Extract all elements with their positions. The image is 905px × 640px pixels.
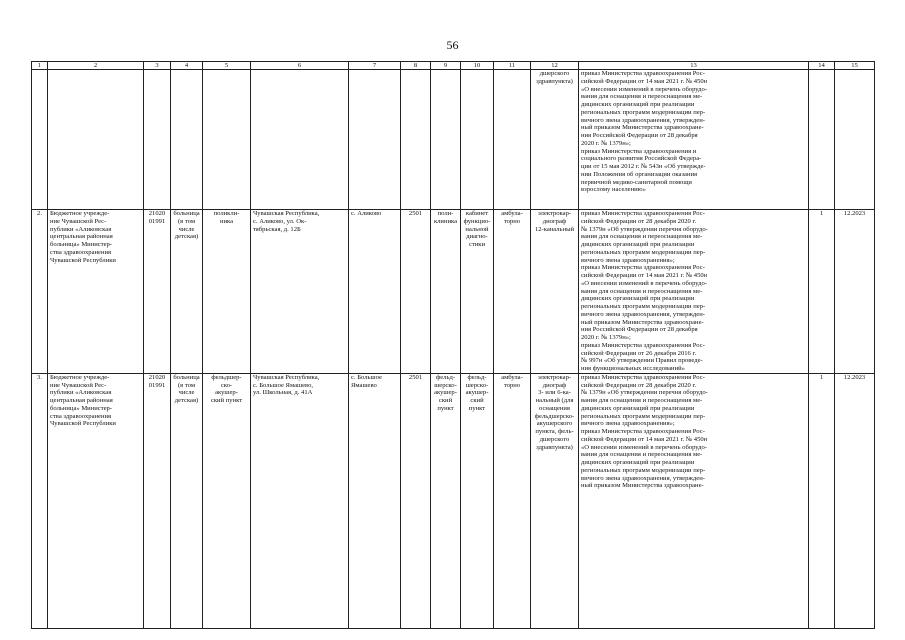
cell-line: региональных программ модернизации пер- xyxy=(581,108,706,116)
cell-line: 2020 г. № 1379н»; xyxy=(581,334,631,341)
oktmo-cell xyxy=(401,70,431,210)
settlement-cell xyxy=(349,210,401,374)
code-cell xyxy=(144,373,171,628)
row-number-cell: 2. xyxy=(32,210,48,374)
column-number-row xyxy=(32,62,875,70)
cell-line: ский пункт xyxy=(210,397,243,404)
cell-line: приказ Министерства здравоохранения Рос- xyxy=(581,264,705,272)
cell-line: сийской Федерации от 26 декабря 2016 г. xyxy=(581,349,697,357)
cell-line: фельд- xyxy=(435,373,456,381)
cell-line: ный приказом Министерства здравоохране- xyxy=(581,124,704,132)
organization-cell xyxy=(48,70,144,210)
code-cell xyxy=(144,210,171,374)
cell-line: приказ Министерства здравоохранения Рос- xyxy=(581,210,705,217)
cell-line: социального развития Российской Федера- xyxy=(581,155,702,163)
facility-type-cell xyxy=(171,373,203,628)
cell-line: ский xyxy=(470,397,484,404)
cell-line: торно xyxy=(503,381,521,389)
department-cell xyxy=(431,70,461,210)
address-cell xyxy=(251,373,349,628)
care-condition-cell xyxy=(494,210,531,374)
cell-line: приказ Министерства здравоохранения Рос- xyxy=(581,341,705,349)
cell-line: пункта, фель- xyxy=(535,428,574,435)
quantity-cell: 1 xyxy=(809,373,835,628)
oktmo-cell: 2501 xyxy=(401,373,431,628)
cell-line: нальной xyxy=(465,225,489,233)
cell-line: региональных программ модернизации пер- xyxy=(581,466,706,474)
cell-line: фельдшер- xyxy=(211,373,242,381)
cell-line: больница xyxy=(173,210,200,217)
cell-line: вания для оснащения и переоснащения ме- xyxy=(581,93,703,101)
column-number: 7 xyxy=(349,62,401,70)
column-number: 2 xyxy=(48,62,144,70)
cell-line: приказ Министерства здравоохранения Рос- xyxy=(581,428,705,435)
cell-line: больница» Министер- xyxy=(50,404,112,412)
room-cell xyxy=(461,70,494,210)
equipment-cell xyxy=(531,210,579,374)
cell-line: «О внесении изменений в перечень оборудо- xyxy=(581,443,708,451)
cell-line: вичного звена здравоохранения, утвержден- xyxy=(581,474,705,482)
cell-line: 21020 xyxy=(148,210,166,217)
cell-line: дицинских организаций при реализации xyxy=(581,404,695,412)
organization-cell xyxy=(48,210,144,374)
address-cell xyxy=(251,210,349,374)
cell-line: ции от 15 мая 2012 г. № 543н «Об утвержде- xyxy=(581,163,706,170)
column-number: 9 xyxy=(431,62,461,70)
date-cell xyxy=(835,70,875,210)
cell-line: сийской Федерации от 14 мая 2021 г. № 450н xyxy=(581,435,708,443)
facility-type-cell xyxy=(171,210,203,374)
cell-line: центральная районная xyxy=(50,397,113,404)
quantity-cell xyxy=(809,70,835,210)
equipment-table xyxy=(31,61,875,629)
cell-line: вичного звена здравоохранения, утвержден- xyxy=(581,310,705,318)
cell-line: ние Чувашской Рес- xyxy=(50,381,107,389)
cell-line: № 1379н «Об утверждении перечня оборудо- xyxy=(581,225,708,233)
cell-line: центральная районная xyxy=(50,233,113,241)
cell-line: детская) xyxy=(174,397,199,404)
equipment-cell xyxy=(531,70,579,210)
cell-line: дицинских организаций при реализации xyxy=(581,101,695,108)
cell-line: акушер- xyxy=(434,389,457,397)
cell-line: электрокар- xyxy=(537,210,572,217)
cell-line: № 997н «Об утверждении Правил проведе- xyxy=(581,357,703,365)
legal-basis-cell xyxy=(579,373,809,628)
cell-line: ния Российской Федерации от 28 декабря xyxy=(581,132,698,139)
cell-line: Чувашской Республики xyxy=(50,256,116,264)
cell-line: клиника xyxy=(433,217,458,225)
cell-line: дицинских организаций при реализации xyxy=(581,459,695,466)
cell-line: региональных программ модернизации пер- xyxy=(581,248,706,256)
table-row xyxy=(32,210,875,374)
cell-line: поликли- xyxy=(213,210,240,217)
column-number: 12 xyxy=(531,62,579,70)
cell-line: акушерского xyxy=(536,420,573,428)
cell-line: № 1379н «Об утверждении перечня оборудо- xyxy=(581,389,708,397)
organization-cell xyxy=(48,373,144,628)
cell-line: акушер- xyxy=(465,389,489,397)
care-condition-cell xyxy=(494,373,531,628)
cell-line: ный приказом Министерства здравоохране- xyxy=(581,482,704,490)
column-number: 15 xyxy=(835,62,875,70)
cell-line: диограф xyxy=(542,381,567,389)
address-cell xyxy=(251,70,349,210)
cell-line: функцио- xyxy=(463,217,491,225)
cell-line: ника xyxy=(219,217,234,225)
cell-line: здравпункта) xyxy=(536,77,573,85)
cell-line: нальный (для xyxy=(535,397,574,404)
cell-line: нии Положения об организации оказания xyxy=(581,170,698,178)
cell-line: стики xyxy=(468,241,486,248)
cell-line: сийской Федерации от 28 декабря 2020 г. xyxy=(581,217,697,225)
cell-line: дицинских организаций при реализации xyxy=(581,295,695,303)
cell-line: сийской Федерации от 28 декабря 2020 г. xyxy=(581,381,697,389)
cell-line: амбула- xyxy=(501,373,523,381)
cell-line: «О внесении изменений в перечень оборудо- xyxy=(581,85,708,93)
cell-line: взрослому населению» xyxy=(581,186,646,194)
cell-line: пункт xyxy=(468,404,486,412)
cell-line: диограф xyxy=(542,217,567,225)
cell-line: публики «Аликовская xyxy=(50,225,112,233)
cell-line: вания для оснащения и переоснащения ме- xyxy=(581,451,703,459)
cell-line: Ямашево xyxy=(351,381,377,389)
cell-line: 01991 xyxy=(148,217,166,225)
cell-line: 3- или 6-ка- xyxy=(538,389,571,397)
cell-line: вичного звена здравоохранения, утвержден- xyxy=(581,116,705,124)
cell-line: вичного звена здравоохранения»; xyxy=(581,420,675,428)
cell-line: электрокар- xyxy=(537,373,572,381)
cell-line: Чувашская Республика, xyxy=(253,373,320,381)
column-number: 5 xyxy=(203,62,251,70)
column-number: 1 xyxy=(32,62,48,70)
cell-line: публики «Аликовская xyxy=(50,389,112,397)
cell-line: вания для оснащения и переоснащения ме- xyxy=(581,233,703,241)
cell-line: ства здравоохранения xyxy=(50,248,112,256)
cell-line: сийской Федерации от 14 мая 2021 г. № 450н xyxy=(581,77,708,85)
code-cell xyxy=(144,70,171,210)
room-cell xyxy=(461,210,494,374)
column-number: 4 xyxy=(171,62,203,70)
division-cell xyxy=(203,373,251,628)
cell-line: приказ Министерства здравоохранения Рос- xyxy=(581,70,705,77)
cell-line: торно xyxy=(503,217,521,225)
department-cell xyxy=(431,210,461,374)
cell-line: кабинет xyxy=(465,210,489,217)
page-number: 56 xyxy=(446,38,459,52)
cell-line: дшерского xyxy=(539,70,570,77)
cell-line: Бюджетное учрежде- xyxy=(50,210,110,217)
cell-line: 2020 г. № 1379н»; xyxy=(581,139,631,147)
equipment-cell xyxy=(531,373,579,628)
cell-line: детская) xyxy=(174,233,199,241)
cell-line: 12-канальный xyxy=(534,225,575,233)
settlement-cell xyxy=(349,373,401,628)
column-number: 11 xyxy=(494,62,531,70)
division-cell xyxy=(203,70,251,210)
cell-line: амбула- xyxy=(501,210,523,217)
settlement-cell xyxy=(349,70,401,210)
cell-line: ный приказом Министерства здравоохране- xyxy=(581,318,704,326)
cell-line: тябрьская, д. 12Б xyxy=(253,225,301,233)
facility-type-cell xyxy=(171,70,203,210)
quantity-cell: 1 xyxy=(809,210,835,374)
cell-line: «О внесении изменений в перечень оборудо- xyxy=(581,279,708,287)
cell-line: дшерского xyxy=(539,435,570,443)
cell-line: первичной медико-санитарной помощи xyxy=(581,178,692,186)
cell-line: ние Чувашской Рес- xyxy=(50,217,107,225)
cell-line: ства здравоохранения xyxy=(50,412,112,420)
legal-basis-cell xyxy=(579,210,809,374)
cell-line: больница» Министер- xyxy=(50,241,112,248)
cell-line: сийской Федерации от 14 мая 2021 г. № 450н xyxy=(581,272,708,279)
cell-line: с. Аликово, ул. Ок- xyxy=(253,217,307,225)
cell-line: Чувашской Республики xyxy=(50,420,116,428)
cell-line: Бюджетное учрежде- xyxy=(50,373,110,381)
row-number-cell xyxy=(32,70,48,210)
column-number: 3 xyxy=(144,62,171,70)
cell-line: ский xyxy=(438,397,453,404)
column-number: 8 xyxy=(401,62,431,70)
cell-line: приказ Министерства здравоохранения Рос- xyxy=(581,373,705,381)
room-cell xyxy=(461,373,494,628)
cell-line: региональных программ модернизации пер- xyxy=(581,412,706,420)
cell-line: с. Большое xyxy=(351,373,382,381)
cell-line: с. Большое Ямашево, xyxy=(253,381,314,389)
cell-line: фельд- xyxy=(467,373,487,381)
cell-line: акушер- xyxy=(215,389,238,397)
cell-line: фельдшерско- xyxy=(534,412,575,420)
cell-line: диагно- xyxy=(466,233,488,241)
cell-line: числе xyxy=(178,389,195,397)
cell-line: вичного звена здравоохранения»; xyxy=(581,256,675,264)
cell-line: (в том xyxy=(177,381,196,389)
cell-line: больница xyxy=(173,373,200,381)
cell-line: шерско- xyxy=(465,381,489,389)
oktmo-cell: 2501 xyxy=(401,210,431,374)
table-row xyxy=(32,373,875,628)
cell-line: шерско- xyxy=(434,381,457,389)
column-number: 14 xyxy=(809,62,835,70)
cell-line: оснащения xyxy=(539,404,570,412)
cell-line: 21020 xyxy=(148,373,166,381)
date-cell: 12.2023 xyxy=(835,210,875,374)
date-cell: 12.2023 xyxy=(835,373,875,628)
cell-line: ния функциональных исследований» xyxy=(581,365,685,372)
cell-line: числе xyxy=(178,225,195,233)
cell-line: вания для оснащения и переоснащения ме- xyxy=(581,287,703,295)
cell-line: приказ Министерства здравоохранения и xyxy=(581,147,697,155)
cell-line: ул. Школьная, д. 41А xyxy=(253,389,313,397)
table-row xyxy=(32,70,875,210)
cell-line: региональных программ модернизации пер- xyxy=(581,303,706,310)
cell-line: Чувашская Республика, xyxy=(253,210,320,217)
cell-line: ско- xyxy=(220,381,233,389)
cell-line: поли- xyxy=(437,210,454,217)
column-number: 6 xyxy=(251,62,349,70)
care-condition-cell xyxy=(494,70,531,210)
division-cell xyxy=(203,210,251,374)
cell-line: дицинских организаций при реализации xyxy=(581,241,695,248)
column-number: 13 xyxy=(579,62,809,70)
cell-line: пункт xyxy=(437,404,454,412)
cell-line: (в том xyxy=(177,217,196,225)
cell-line: с. Аликово xyxy=(351,210,382,217)
department-cell xyxy=(431,373,461,628)
legal-basis-cell xyxy=(579,70,809,210)
row-number-cell: 3. xyxy=(32,373,48,628)
cell-line: здравпункта) xyxy=(536,443,573,451)
column-number: 10 xyxy=(461,62,494,70)
cell-line: вания для оснащения и переоснащения ме- xyxy=(581,397,703,404)
cell-line: 01991 xyxy=(148,381,166,389)
cell-line: ния Российской Федерации от 28 декабря xyxy=(581,326,698,334)
